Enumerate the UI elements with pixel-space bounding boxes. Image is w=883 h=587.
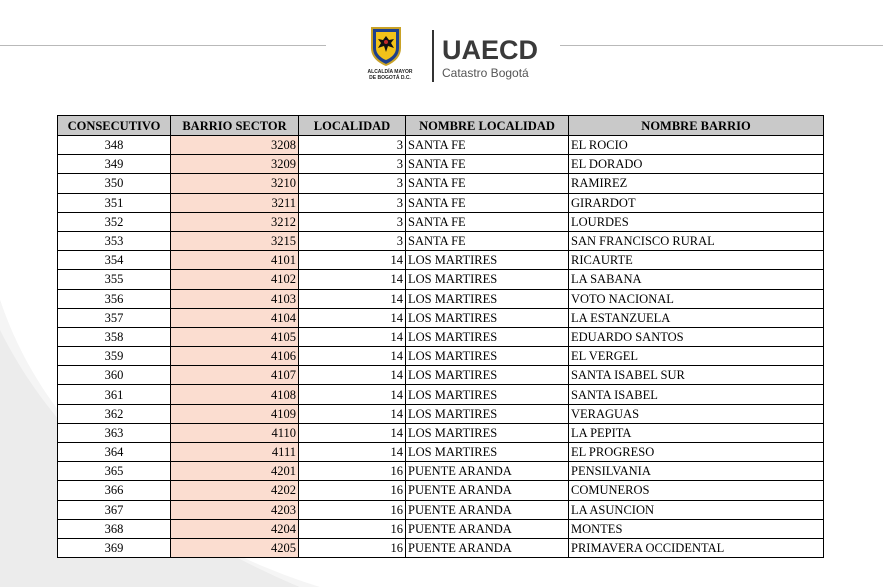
table-row — [58, 385, 824, 404]
bogota-seal-icon — [360, 26, 412, 88]
cell-localidad: 14 — [299, 385, 406, 404]
cell-localidad: 3 — [299, 193, 406, 212]
cell-consecutivo: 368 — [58, 519, 171, 538]
cell-nombre-barrio: PENSILVANIA — [569, 462, 824, 481]
header-rule-left — [0, 45, 326, 46]
cell-barrio-sector: 4107 — [171, 366, 299, 385]
cell-nombre-localidad: SANTA FE — [406, 174, 569, 193]
table-row — [58, 423, 824, 442]
cell-barrio-sector: 4101 — [171, 251, 299, 270]
cell-consecutivo: 349 — [58, 155, 171, 174]
cell-nombre-localidad: SANTA FE — [406, 231, 569, 250]
cell-consecutivo: 354 — [58, 251, 171, 270]
cell-barrio-sector: 4203 — [171, 500, 299, 519]
seal-caption-line2: DE BOGOTÁ D.C. — [369, 75, 411, 81]
cell-nombre-barrio: EL DORADO — [569, 155, 824, 174]
cell-nombre-localidad: PUENTE ARANDA — [406, 462, 569, 481]
table-row — [58, 519, 824, 538]
cell-nombre-barrio: EL PROGRESO — [569, 443, 824, 462]
cell-nombre-localidad: LOS MARTIRES — [406, 251, 569, 270]
cell-nombre-localidad: LOS MARTIRES — [406, 443, 569, 462]
cell-localidad: 14 — [299, 366, 406, 385]
cell-nombre-localidad: PUENTE ARANDA — [406, 538, 569, 557]
cell-nombre-localidad: LOS MARTIRES — [406, 385, 569, 404]
cell-barrio-sector: 4102 — [171, 270, 299, 289]
table-row — [58, 155, 824, 174]
cell-barrio-sector: 3210 — [171, 174, 299, 193]
column-header-localidad: LOCALIDAD — [299, 116, 406, 136]
cell-nombre-barrio: LA ASUNCION — [569, 500, 824, 519]
cell-localidad: 14 — [299, 308, 406, 327]
cell-nombre-barrio: EL ROCIO — [569, 136, 824, 155]
cell-nombre-barrio: GIRARDOT — [569, 193, 824, 212]
cell-localidad: 3 — [299, 231, 406, 250]
cell-nombre-localidad: LOS MARTIRES — [406, 308, 569, 327]
cell-barrio-sector: 4110 — [171, 423, 299, 442]
table-row — [58, 481, 824, 500]
cell-localidad: 16 — [299, 481, 406, 500]
table-row — [58, 347, 824, 366]
table-body — [58, 136, 824, 558]
cell-consecutivo: 362 — [58, 404, 171, 423]
cell-nombre-localidad: LOS MARTIRES — [406, 289, 569, 308]
cell-nombre-barrio: MONTES — [569, 519, 824, 538]
cell-consecutivo: 367 — [58, 500, 171, 519]
cell-localidad: 14 — [299, 289, 406, 308]
logo-divider — [432, 30, 434, 82]
cell-barrio-sector: 4204 — [171, 519, 299, 538]
column-header-nombre-localidad: NOMBRE LOCALIDAD — [406, 116, 569, 136]
column-header-nombre-barrio: NOMBRE BARRIO — [569, 116, 824, 136]
cell-localidad: 14 — [299, 443, 406, 462]
cell-consecutivo: 352 — [58, 212, 171, 231]
seal-caption — [360, 69, 420, 81]
cell-localidad: 16 — [299, 462, 406, 481]
cell-consecutivo: 364 — [58, 443, 171, 462]
cell-consecutivo: 363 — [58, 423, 171, 442]
table-row — [58, 231, 824, 250]
uaecd-logo — [356, 24, 539, 86]
cell-nombre-barrio: RICAURTE — [569, 251, 824, 270]
cell-localidad: 3 — [299, 174, 406, 193]
cell-consecutivo: 369 — [58, 538, 171, 557]
cell-nombre-barrio: LA ESTANZUELA — [569, 308, 824, 327]
cell-nombre-barrio: LA PEPITA — [569, 423, 824, 442]
seal-caption-line1: ALCALDÍA MAYOR — [367, 69, 413, 75]
cell-barrio-sector: 4108 — [171, 385, 299, 404]
cell-localidad: 14 — [299, 423, 406, 442]
table-row — [58, 366, 824, 385]
cell-nombre-barrio: LA SABANA — [569, 270, 824, 289]
table-row — [58, 270, 824, 289]
cell-barrio-sector: 3211 — [171, 193, 299, 212]
cell-consecutivo: 351 — [58, 193, 171, 212]
cell-localidad: 3 — [299, 212, 406, 231]
table-row — [58, 443, 824, 462]
cell-localidad: 14 — [299, 251, 406, 270]
cell-nombre-localidad: SANTA FE — [406, 212, 569, 231]
column-header-consecutivo: CONSECUTIVO — [58, 116, 171, 136]
table-row — [58, 251, 824, 270]
cell-consecutivo: 358 — [58, 327, 171, 346]
cell-nombre-barrio: SANTA ISABEL — [569, 385, 824, 404]
cell-nombre-barrio: EL VERGEL — [569, 347, 824, 366]
cell-nombre-localidad: SANTA FE — [406, 193, 569, 212]
cell-barrio-sector: 4103 — [171, 289, 299, 308]
cell-nombre-localidad: LOS MARTIRES — [406, 423, 569, 442]
cell-nombre-localidad: LOS MARTIRES — [406, 404, 569, 423]
cell-localidad: 14 — [299, 404, 406, 423]
cell-consecutivo: 366 — [58, 481, 171, 500]
cell-nombre-localidad: PUENTE ARANDA — [406, 519, 569, 538]
cell-barrio-sector: 3215 — [171, 231, 299, 250]
barrios-table — [57, 115, 824, 558]
cell-barrio-sector: 4106 — [171, 347, 299, 366]
cell-localidad: 14 — [299, 327, 406, 346]
cell-consecutivo: 357 — [58, 308, 171, 327]
cell-nombre-barrio: LOURDES — [569, 212, 824, 231]
cell-consecutivo: 350 — [58, 174, 171, 193]
header-rule-right — [560, 45, 883, 46]
page-header — [0, 0, 883, 100]
cell-localidad: 14 — [299, 347, 406, 366]
cell-nombre-localidad: LOS MARTIRES — [406, 270, 569, 289]
cell-nombre-localidad: SANTA FE — [406, 136, 569, 155]
cell-localidad: 3 — [299, 136, 406, 155]
cell-nombre-localidad: LOS MARTIRES — [406, 366, 569, 385]
table-row — [58, 538, 824, 557]
table-row — [58, 462, 824, 481]
cell-nombre-barrio: VERAGUAS — [569, 404, 824, 423]
cell-barrio-sector: 4205 — [171, 538, 299, 557]
cell-nombre-localidad: PUENTE ARANDA — [406, 481, 569, 500]
table-row — [58, 174, 824, 193]
cell-nombre-barrio: RAMIREZ — [569, 174, 824, 193]
cell-barrio-sector: 3208 — [171, 136, 299, 155]
cell-barrio-sector: 3209 — [171, 155, 299, 174]
cell-nombre-barrio: EDUARDO SANTOS — [569, 327, 824, 346]
cell-consecutivo: 359 — [58, 347, 171, 366]
cell-localidad: 3 — [299, 155, 406, 174]
table-row — [58, 308, 824, 327]
column-header-barrio-sector: BARRIO SECTOR — [171, 116, 299, 136]
cell-barrio-sector: 4104 — [171, 308, 299, 327]
cell-consecutivo: 348 — [58, 136, 171, 155]
cell-barrio-sector: 4105 — [171, 327, 299, 346]
cell-barrio-sector: 3212 — [171, 212, 299, 231]
cell-nombre-localidad: SANTA FE — [406, 155, 569, 174]
table-row — [58, 500, 824, 519]
cell-barrio-sector: 4109 — [171, 404, 299, 423]
cell-nombre-barrio: COMUNEROS — [569, 481, 824, 500]
table-row — [58, 193, 824, 212]
cell-nombre-localidad: LOS MARTIRES — [406, 347, 569, 366]
cell-consecutivo: 355 — [58, 270, 171, 289]
table-row — [58, 212, 824, 231]
cell-consecutivo: 356 — [58, 289, 171, 308]
cell-nombre-barrio: PRIMAVERA OCCIDENTAL — [569, 538, 824, 557]
brand-name: UAECD — [442, 35, 539, 65]
cell-localidad: 16 — [299, 519, 406, 538]
cell-nombre-barrio: SAN FRANCISCO RURAL — [569, 231, 824, 250]
cell-nombre-barrio: SANTA ISABEL SUR — [569, 366, 824, 385]
cell-consecutivo: 360 — [58, 366, 171, 385]
cell-consecutivo: 365 — [58, 462, 171, 481]
table-row — [58, 404, 824, 423]
cell-nombre-localidad: LOS MARTIRES — [406, 327, 569, 346]
brand-subtitle: Catastro Bogotá — [442, 66, 529, 80]
table-header-row — [58, 116, 824, 136]
cell-nombre-barrio: VOTO NACIONAL — [569, 289, 824, 308]
table-row — [58, 327, 824, 346]
cell-barrio-sector: 4202 — [171, 481, 299, 500]
cell-nombre-localidad: PUENTE ARANDA — [406, 500, 569, 519]
table-row — [58, 136, 824, 155]
cell-barrio-sector: 4111 — [171, 443, 299, 462]
table-row — [58, 289, 824, 308]
cell-localidad: 14 — [299, 270, 406, 289]
cell-consecutivo: 353 — [58, 231, 171, 250]
cell-consecutivo: 361 — [58, 385, 171, 404]
cell-localidad: 16 — [299, 500, 406, 519]
cell-localidad: 16 — [299, 538, 406, 557]
cell-barrio-sector: 4201 — [171, 462, 299, 481]
